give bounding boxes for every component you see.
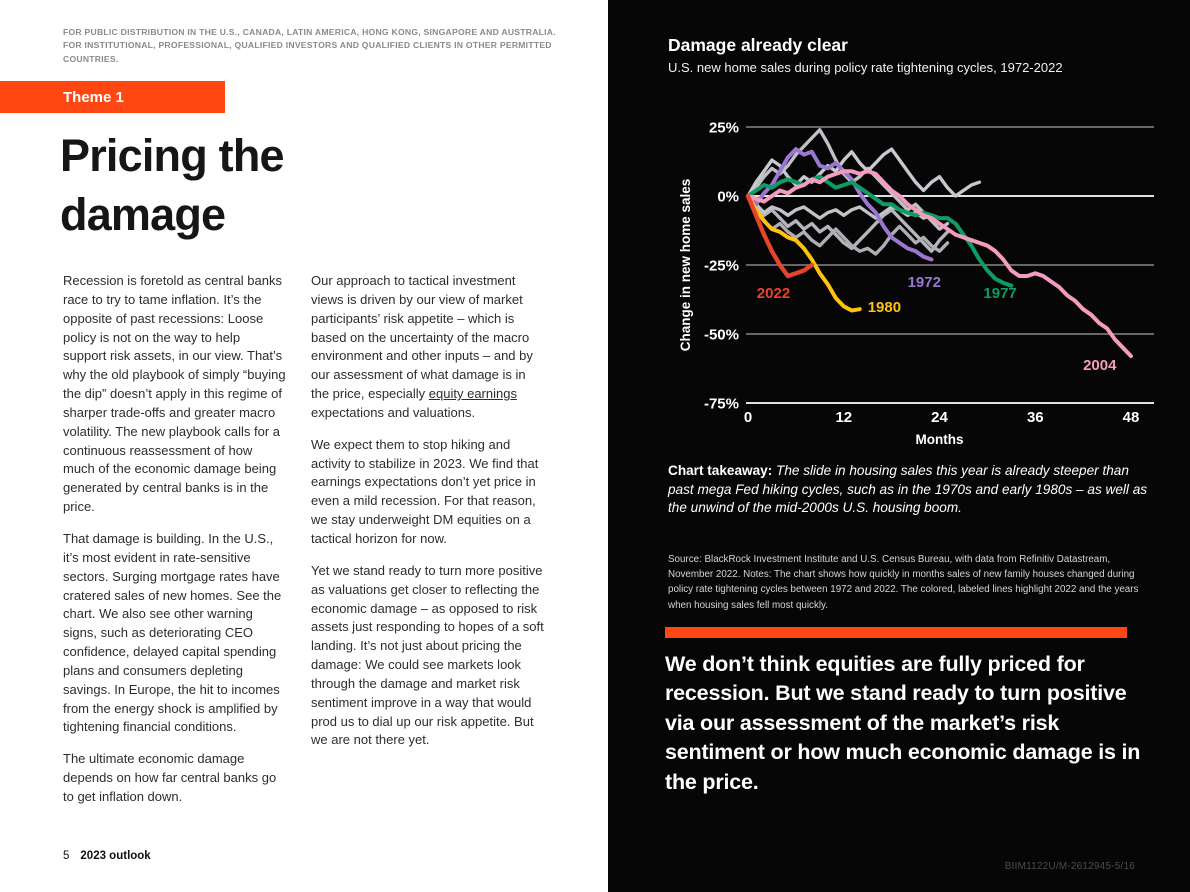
- chart-takeaway: [668, 462, 1152, 518]
- report-name: 2023 outlook: [80, 850, 151, 862]
- y-tick-label: 25%: [708, 119, 739, 137]
- page-title: Pricing the damage: [60, 130, 284, 241]
- paragraph: That damage is building. In the U.S., it’s most evident in rate-sensitive sectors. Surging mortgage rates have cratered sales of new homes. See the chart. We also see other warning signs, such as deteriorating CEO confidence, delayed capital spending plans and consumers depleting savings. In Europe, the hit to incomes from the energy shock is amplified by tightening financial conditions.: [63, 530, 282, 735]
- source-note: Source: BlackRock Investment Institute and U.S. Census Bureau, with data from Refinitiv Datastream, November 2022. Notes: The chart shows how quickly in months sales of new family houses changed during policy rate tightening cycles between 1972 and 2022. The colored, labeled lines highlight 2022 and the years when housing sales fell most quickly.: [668, 554, 1139, 611]
- right-panel: [608, 0, 1190, 892]
- paragraph-text: expectations and valuations.: [311, 404, 476, 420]
- chart-takeaway-text: The slide in housing sales this year is already steeper than past mega Fed hiking cycles, such as in the 1970s and early 1980s – as well as the unwind of the mid-2000s U.S. housing boom.: [668, 463, 1148, 516]
- disclaimer-line-2: FOR INSTITUTIONAL, PROFESSIONAL, QUALIFIED INVESTORS AND QUALIFIED CLIENTS IN OTHER PERMITTED COUNTRIES.: [63, 40, 552, 64]
- theme-badge-label: Theme 1: [63, 88, 124, 106]
- paragraph: The ultimate economic damage depends on how far central banks go to get inflation down.: [63, 751, 277, 804]
- chart-title: Damage already clear: [668, 35, 848, 55]
- paragraph: We expect them to stop hiking and activity to stabilize in 2023. We find that earnings expectations don’t yet price in even a mild recession. For that reason, we stay underweight DM equities on a tactical horizon for now.: [311, 436, 539, 546]
- page-footer: [63, 850, 151, 862]
- y-tick-label: -25%: [703, 257, 739, 275]
- chart-subtitle: U.S. new home sales during policy rate tightening cycles, 1972-2022: [668, 60, 1063, 75]
- paragraph-text: Our approach to tactical investment views is driven by our view of market participants’ risk appetite – which is based on the uncertainty of the macro environment and other inputs – and by our assessment of what damage is in the price, especially: [311, 273, 533, 402]
- body-column-1: [63, 272, 287, 820]
- series-label-1972: 1972: [907, 274, 941, 292]
- housing-sales-chart: [660, 110, 1172, 455]
- x-axis-label: Months: [915, 432, 964, 447]
- disclaimer-line-1: FOR PUBLIC DISTRIBUTION IN THE U.S., CANADA, LATIN AMERICA, HONG KONG, SINGAPORE AND AUSTRALIA.: [63, 27, 556, 37]
- series-line-2004: [748, 171, 1131, 356]
- paragraph: Recession is foretold as central banks race to try to tame inflation. It’s the opposite of past recessions: Loose policy is not on the way to help support risk assets, in our view. That’s why the old playbook of simply “buying the dip” doesn’t apply in this regime of sharper trade-offs and greater macro volatility. The new playbook calls for a continuous reassessment of how much of the economic damage being generated by central banks is in the price.: [63, 273, 286, 515]
- orange-divider: [665, 627, 1127, 638]
- y-tick-label: -75%: [703, 395, 739, 413]
- theme-badge: [0, 81, 225, 113]
- paragraph: [311, 272, 547, 423]
- page-number: 5: [63, 850, 70, 862]
- x-tick-label: 12: [835, 409, 853, 426]
- chart-header: [668, 35, 1158, 75]
- document-code: BIIM1122U/M-2612945-5/16: [1004, 861, 1135, 872]
- x-tick-label: 0: [743, 409, 753, 426]
- y-tick-label: 0%: [717, 188, 739, 206]
- x-tick-label: 36: [1026, 409, 1044, 426]
- series-label-2004: 2004: [1083, 356, 1117, 374]
- y-tick-label: -50%: [703, 326, 739, 344]
- body-columns: [63, 272, 547, 820]
- distribution-disclaimer: [63, 26, 583, 66]
- paragraph: Yet we stand ready to turn more positive as valuations get closer to reflecting the economic damage – as opposed to risk assets just responding to hopes of a soft landing. It’s not just about pricing the damage: We could see markets look through the damage and market risk sentiment improve in a way that would prod us to dial up our risk appetite. But we are not there yet.: [311, 562, 544, 748]
- body-column-2: [311, 272, 547, 820]
- y-axis-label: Change in new home sales: [678, 178, 693, 352]
- series-label-1980: 1980: [867, 298, 902, 316]
- x-tick-label: 24: [931, 409, 948, 426]
- x-tick-label: 48: [1122, 409, 1140, 426]
- equity-earnings-link[interactable]: equity earnings: [428, 386, 517, 402]
- series-label-2022: 2022: [756, 285, 791, 303]
- series-label-1977: 1977: [983, 285, 1017, 303]
- key-statement: We don’t think equities are fully priced for recession. But we stand ready to turn positive via our assessment of the market’s risk sentiment or how much economic damage is in the price.: [665, 652, 1141, 794]
- chart-takeaway-label: Chart takeaway:: [668, 463, 773, 478]
